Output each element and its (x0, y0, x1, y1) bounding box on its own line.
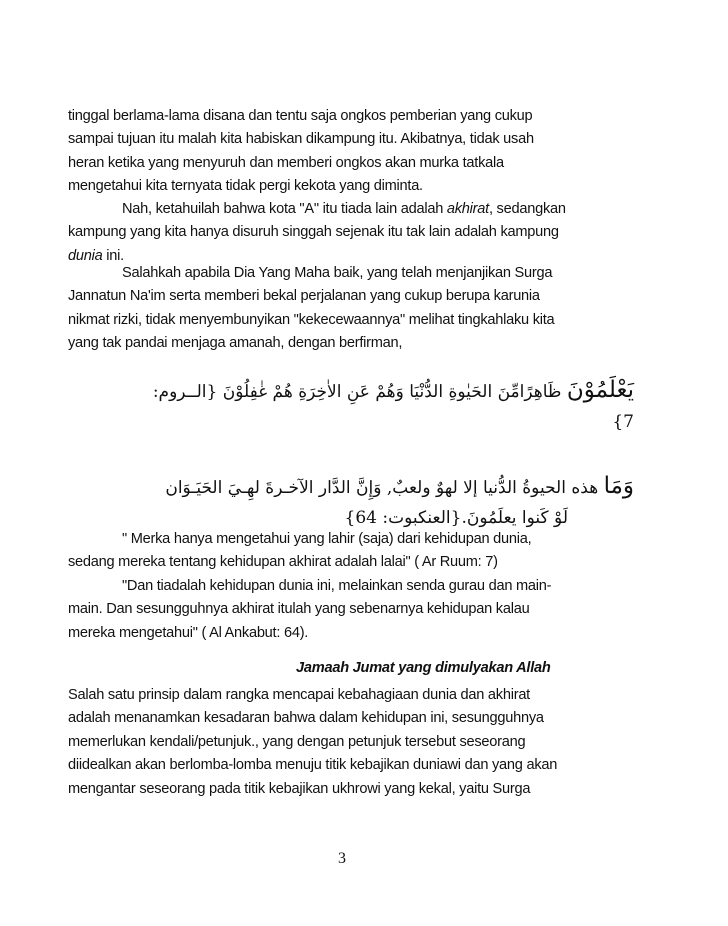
text-line: mereka mengetahui" ( Al Ankabut: 64). (68, 624, 309, 641)
arabic-verse-ar-ruum (64, 375, 634, 437)
text-line: mengantar seseorang pada titik kebajikan ukhrowi yang kekal, yaitu Surga (68, 780, 531, 797)
translation-al-ankabut (68, 575, 628, 645)
translation-ar-ruum (68, 528, 628, 575)
text-line: Jannatun Na'im serta memberi bekal perjalanan yang cukup berupa karunia (68, 288, 540, 305)
text-line: main. Dan sesungguhnya akhirat itulah yang sebenarnya kehidupan kalau (68, 601, 530, 618)
text-segment: Nah, ketahuilah bahwa kota "A" itu tiada lain adalah (122, 201, 447, 217)
verse-word: وَمَا (603, 473, 634, 499)
text-line (68, 198, 628, 221)
page-number: 3 (338, 850, 346, 867)
text-line: heran ketika yang menyuruh dan memberi ongkos akan murka tatkala (68, 154, 504, 171)
text-line: "Dan tiadalah kehidupan dunia ini, melainkan senda gurau dan main- (122, 578, 552, 594)
verse-text: ظَاهِرًامِّنَ الحَيٰوةِ الدُّنْيَا وَهُمْ عَنِ الاٰخِرَةِ هُمْ غٰفِلُوْنَ {الــروم: (152, 382, 562, 402)
verse-line: لَوْ كَنوا يعلَمُونَ.{العنكبوت: 64} (344, 508, 568, 528)
emphasis-dunia: dunia (68, 247, 103, 264)
verse-line (64, 471, 634, 503)
paragraph-intro (68, 105, 628, 199)
text-line: Salahkah apabila Dia Yang Maha baik, yang telah menjanjikan Surga (122, 265, 553, 281)
text-segment: ini. (102, 247, 124, 264)
verse-line: 7} (612, 412, 634, 432)
text-line: adalah menanamkan kesadaran bahwa dalam kehidupan ini, sesungguhnya (68, 710, 544, 727)
verse-text: هذه الحيوةُ الدُّنيا إلا لهوٌ ولعبٌ, وَإِنَّ الدَّار الآخـرةَ لهِـيَ الحَيَـوَان (165, 478, 599, 498)
text-line: tinggal berlama-lama disana dan tentu saja ongkos pemberian yang cukup (68, 108, 533, 124)
text-line: " Merka hanya mengetahui yang lahir (saja) dari kehidupan dunia, (122, 531, 532, 547)
text-line: nikmat rizki, tidak menyembunyikan "kekecewaannya" melihat tingkahlaku kita (68, 311, 555, 328)
text-line: kampung yang kita hanya disuruh singgah sejenak itu tak lain adalah kampung (68, 224, 559, 241)
text-line: Salah satu prinsip dalam rangka mencapai kebahagiaan dunia dan akhirat (68, 687, 530, 703)
verse-word: يَعْلَمُوْنَ (566, 377, 634, 403)
text-line: yang tak pandai menjaga amanah, dengan berfirman, (68, 335, 403, 352)
text-line: mengetahui kita ternyata tidak pergi kekota yang diminta. (68, 178, 423, 195)
emphasis-akhirat: akhirat (446, 201, 489, 217)
text-segment: , sedangkan (488, 201, 566, 217)
arabic-verse-al-ankabut (64, 471, 634, 533)
paragraph-salahkah (68, 262, 628, 356)
section-heading: Jamaah Jumat yang dimulyakan Allah (296, 660, 551, 676)
text-line: memerlukan kendali/petunjuk., yang dengan petunjuk tersebut seseorang (68, 733, 526, 750)
paragraph-prinsip (68, 684, 628, 801)
text-line: sampai tujuan itu malah kita habiskan dikampung itu. Akibatnya, tidak usah (68, 131, 534, 148)
paragraph-akhirat (68, 198, 628, 268)
verse-line (64, 375, 634, 407)
text-line: diidealkan akan berlomba-lomba menuju titik kebajikan duniawi dan yang akan (68, 757, 558, 774)
text-line: sedang mereka tentang kehidupan akhirat adalah lalai" ( Ar Ruum: 7) (68, 554, 498, 571)
